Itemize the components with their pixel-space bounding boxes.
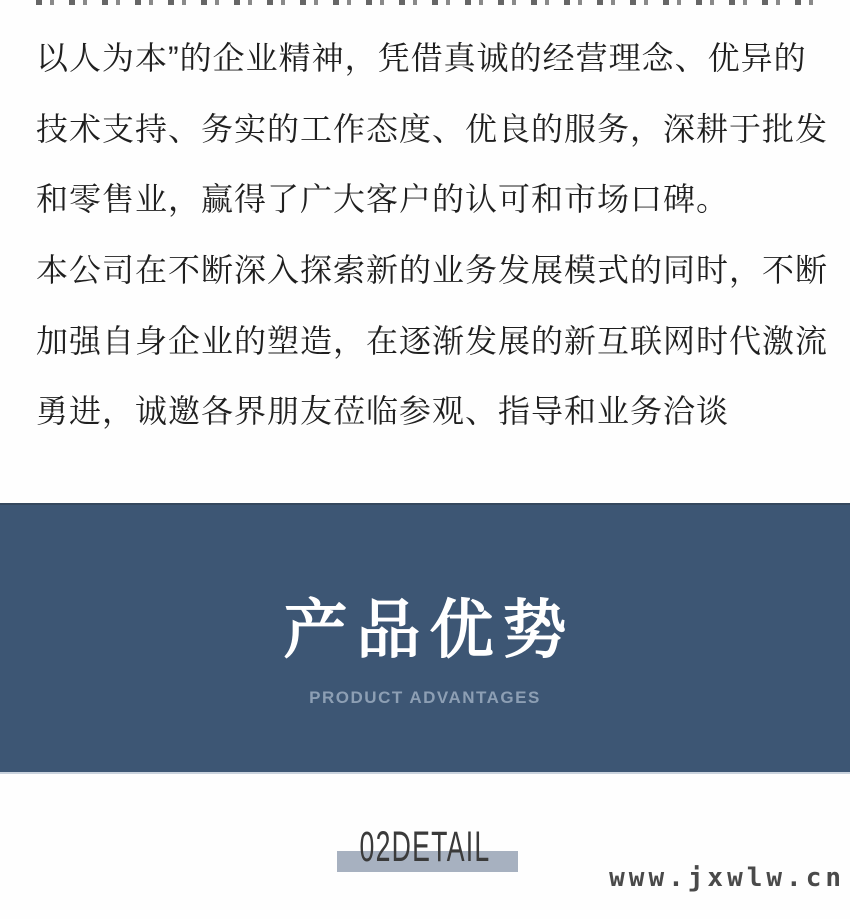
intro-line-4: 本公司在不断深入探索新的业务发展模式的同时，不断 [36,252,829,289]
company-intro-paragraph [36,21,828,445]
intro-line-5: 加强自身企业的塑造，在逐渐发展的新互联网时代激流 [36,322,829,359]
clipped-text-line [36,0,814,5]
intro-line-1: 以人为本”的企业精神，凭借真诚的经营理念、优异的 [36,40,807,77]
banner-title: 产品优势 [283,594,576,666]
site-watermark: www.jxwlw.cn [609,863,845,893]
intro-line-2: 技术支持、务实的工作态度、优良的服务，深耕于批发 [36,110,829,147]
intro-line-6: 勇进，诚邀各界朋友莅临参观、指导和业务洽谈 [36,393,730,430]
banner-subtitle: PRODUCT ADVANTAGES [309,688,541,707]
marker-label: 02DETAIL [359,823,491,871]
section-banner [0,503,850,774]
intro-line-3: 和零售业，赢得了广大客户的认可和市场口碑。 [36,181,730,218]
